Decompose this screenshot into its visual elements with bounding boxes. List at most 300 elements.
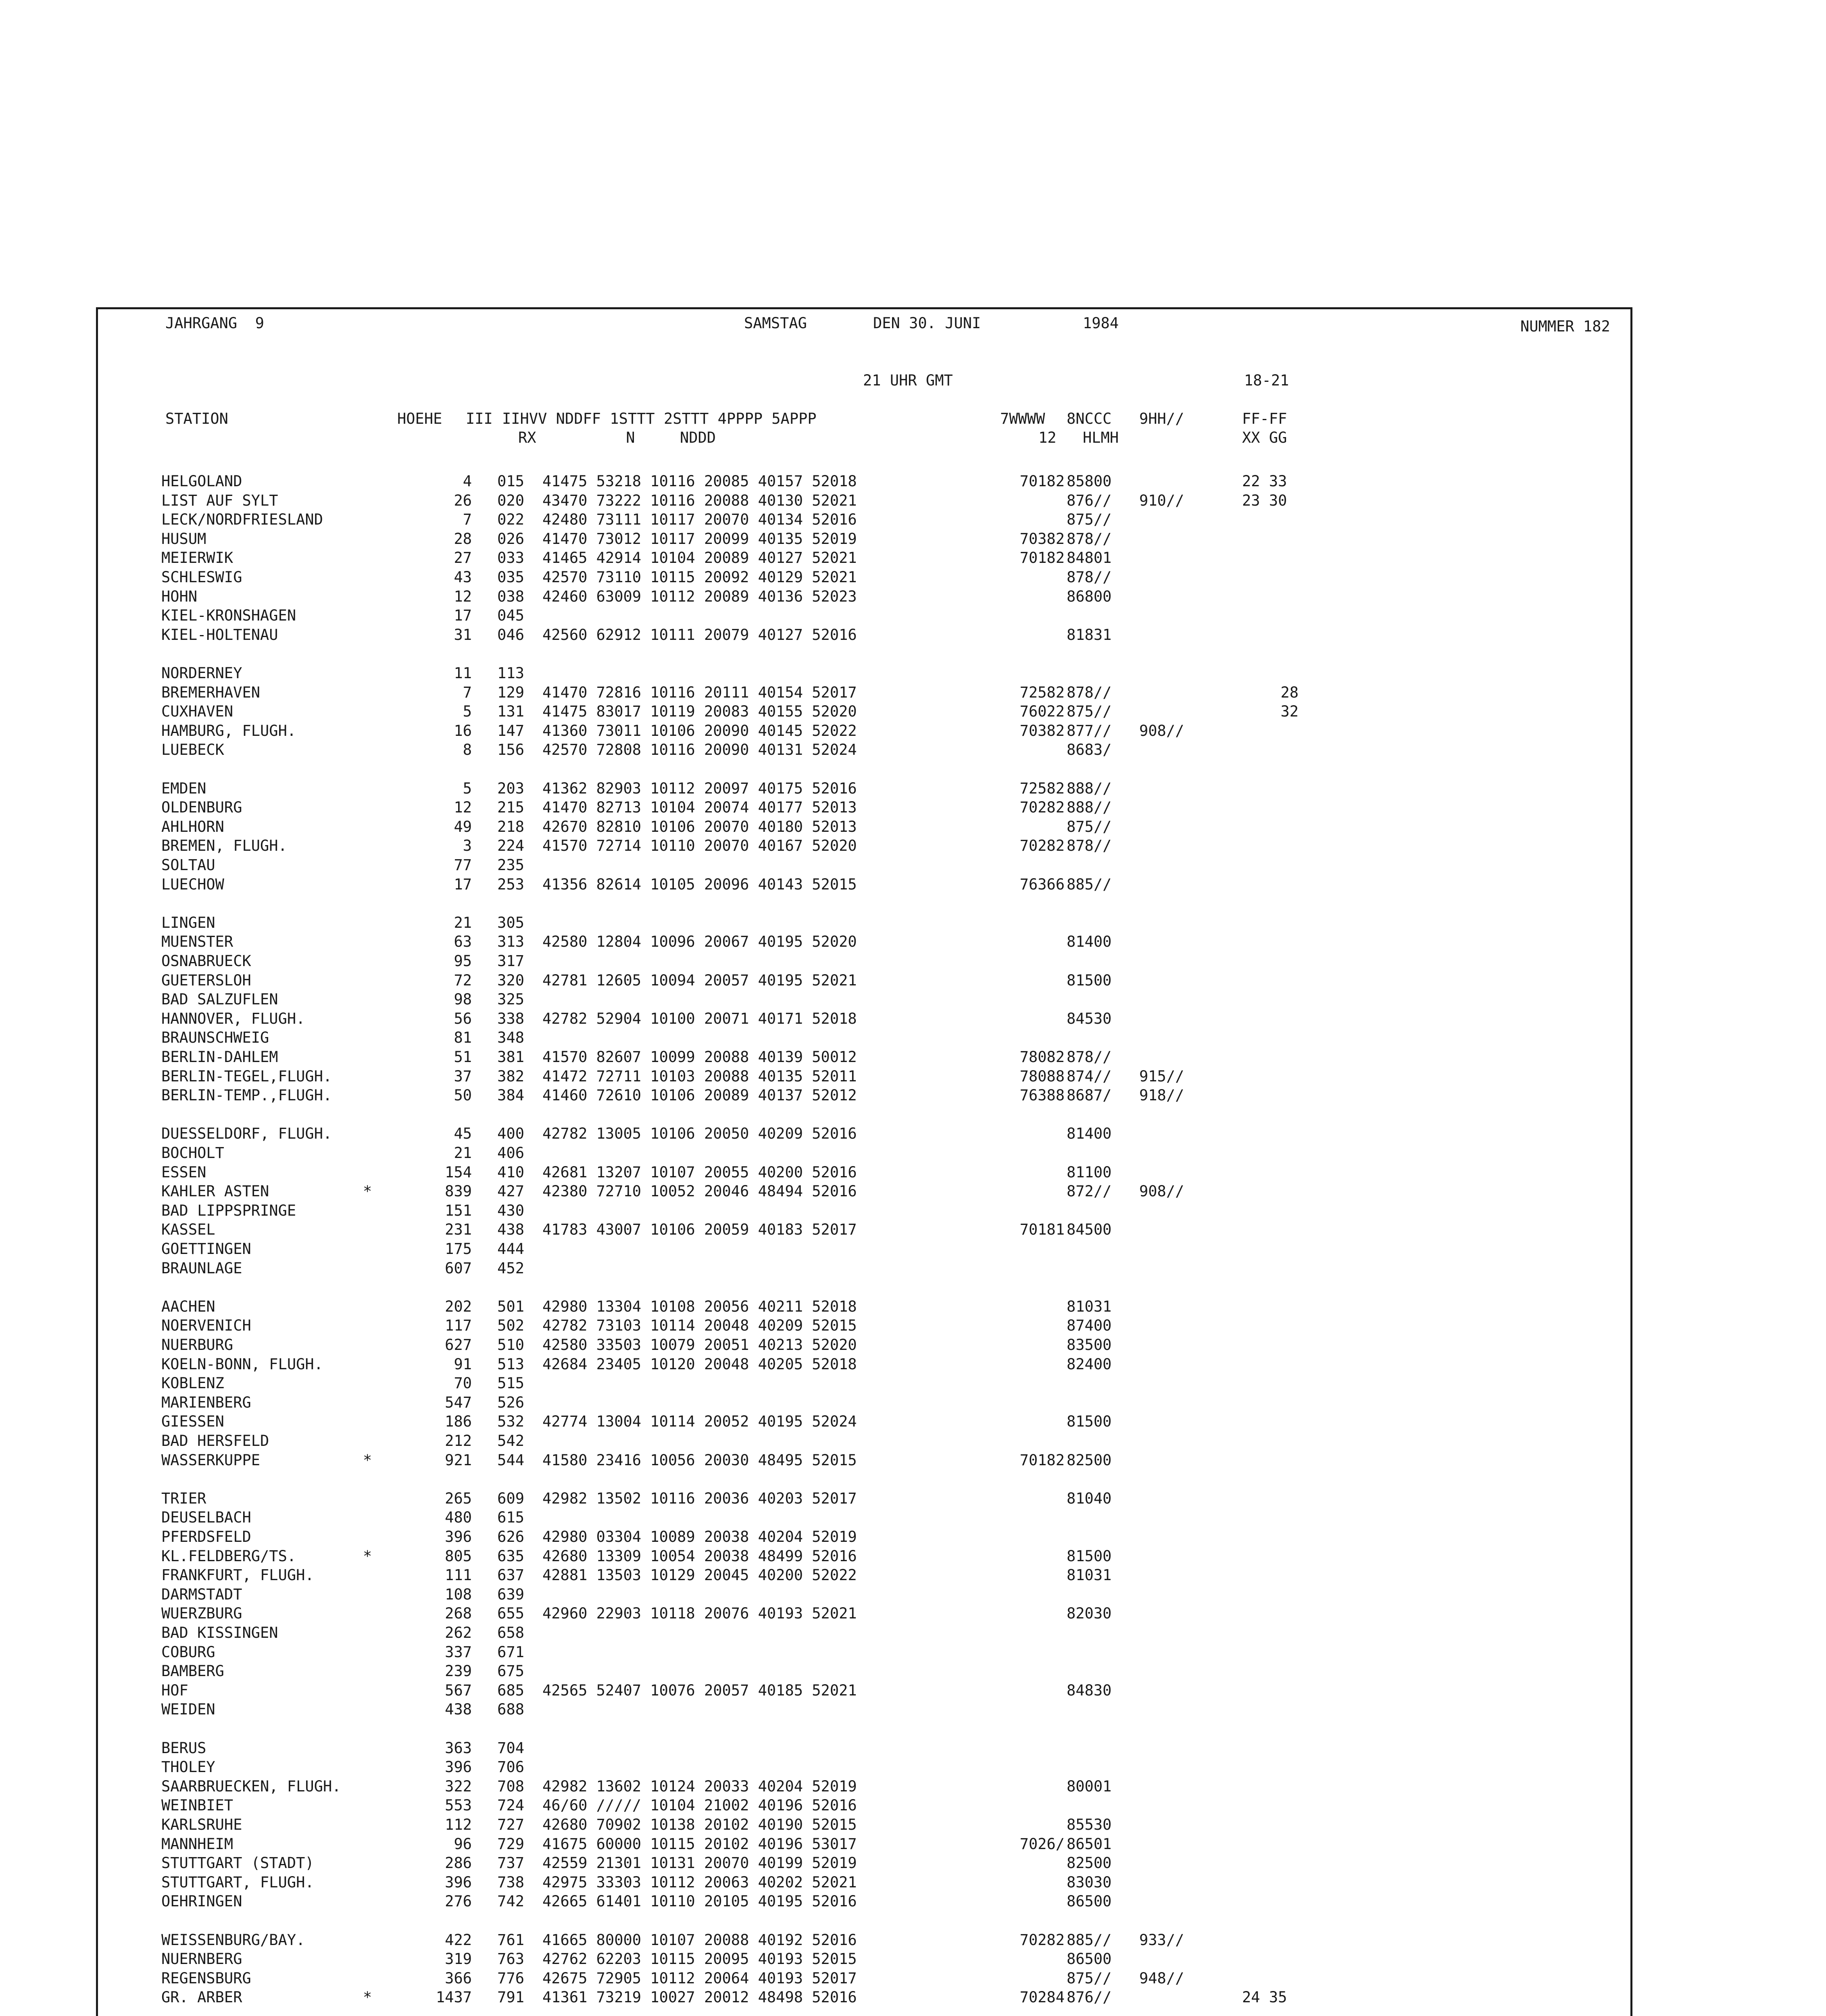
synop-groups: 41470 82713 10104 20074 40177 52013: [542, 799, 857, 816]
station-index: 658: [497, 1624, 524, 1641]
station-hoehe: 27: [454, 549, 472, 567]
station-index: 348: [497, 1029, 524, 1047]
synop-groups: 41665 80000 10107 20088 40192 52016: [542, 1931, 857, 1949]
station-name: DEUSELBACH: [161, 1509, 251, 1527]
group-7wwww: 70181: [1019, 1221, 1065, 1239]
station-name: FRANKFURT, FLUGH.: [161, 1566, 314, 1584]
group-8nccc: 81100: [1067, 1163, 1112, 1181]
station-index: 035: [497, 569, 524, 586]
station-name: BAD KISSINGEN: [161, 1624, 278, 1641]
synop-groups: 42480 73111 10117 20070 40134 52016: [542, 511, 857, 529]
synop-groups: 41360 73011 10106 20090 40145 52022: [542, 722, 857, 739]
station-index: 742: [497, 1893, 524, 1910]
station-index: 215: [497, 799, 524, 816]
group-8nccc: 81031: [1067, 1566, 1112, 1584]
station-hoehe: 72: [454, 971, 472, 989]
station-hoehe: 50: [454, 1087, 472, 1104]
mountain-station-marker: *: [363, 1451, 372, 1469]
station-name: KOELN-BONN, FLUGH.: [161, 1355, 323, 1373]
synop-groups: 42570 73110 10115 20092 40129 52021: [542, 569, 857, 586]
station-hoehe: 95: [454, 952, 472, 970]
station-name: LUEBECK: [161, 741, 224, 759]
station-index: 655: [497, 1605, 524, 1622]
col-iii-header: III: [466, 410, 493, 427]
station-index: 444: [497, 1240, 524, 1258]
group-8nccc: 81040: [1067, 1489, 1112, 1507]
station-hoehe: 607: [445, 1259, 472, 1277]
col-ff-header: FF-FF: [1242, 410, 1287, 427]
station-hoehe: 12: [454, 799, 472, 816]
station-name: COBURG: [161, 1643, 215, 1661]
station-hoehe: 151: [445, 1202, 472, 1219]
group-8nccc: 80001: [1067, 1777, 1112, 1795]
station-name: BERUS: [161, 1739, 206, 1757]
synop-groups: 42559 21301 10131 20070 40199 52019: [542, 1854, 857, 1872]
station-hoehe: 70: [454, 1375, 472, 1392]
station-hoehe: 239: [445, 1662, 472, 1680]
station-name: BERLIN-TEGEL,FLUGH.: [161, 1067, 332, 1085]
station-hoehe: 28: [454, 530, 472, 548]
station-hoehe: 547: [445, 1393, 472, 1411]
station-name: BREMEN, FLUGH.: [161, 837, 287, 855]
group-8nccc: 878//: [1067, 1048, 1112, 1066]
station-index: 501: [497, 1297, 524, 1315]
synop-groups: 41361 73219 10027 20012 48498 52016: [542, 1989, 857, 2006]
station-index: 313: [497, 933, 524, 951]
station-index: 737: [497, 1854, 524, 1872]
synop-groups: 42975 33303 10112 20063 40202 52021: [542, 1873, 857, 1891]
group-8nccc: 86500: [1067, 1950, 1112, 1968]
group-8nccc: 81831: [1067, 626, 1112, 644]
station-name: THOLEY: [161, 1758, 215, 1776]
station-hoehe: 154: [445, 1163, 472, 1181]
group-8nccc: 82500: [1067, 1451, 1112, 1469]
issue-number: NUMMER 182: [1520, 318, 1610, 335]
group-8nccc: 878//: [1067, 837, 1112, 855]
station-index: 671: [497, 1643, 524, 1661]
station-index: 015: [497, 473, 524, 490]
group-7wwww: 70282: [1019, 837, 1065, 855]
synop-groups: 42782 73103 10114 20048 40209 52015: [542, 1317, 857, 1335]
station-index: 317: [497, 952, 524, 970]
station-hoehe: 16: [454, 722, 472, 739]
station-name: BRAUNSCHWEIG: [161, 1029, 269, 1047]
station-hoehe: 31: [454, 626, 472, 644]
group-8nccc: 876//: [1067, 1989, 1112, 2006]
station-hoehe: 921: [445, 1451, 472, 1469]
station-name: BRAUNLAGE: [161, 1259, 242, 1277]
col-groups-subheader: RX N NDDD: [518, 429, 716, 446]
station-name: BREMERHAVEN: [161, 683, 261, 701]
station-hoehe: 839: [445, 1183, 472, 1200]
station-hoehe: 12: [454, 587, 472, 605]
station-hoehe: 396: [445, 1528, 472, 1545]
synop-groups: 41570 72714 10110 20070 40167 52020: [542, 837, 857, 855]
station-name: WEINBIET: [161, 1797, 233, 1814]
synop-groups: 42982 13502 10116 20036 40203 52017: [542, 1489, 857, 1507]
mountain-station-marker: *: [363, 1989, 372, 2006]
station-hoehe: 17: [454, 607, 472, 625]
mountain-station-marker: *: [363, 1183, 372, 1200]
station-name: STUTTGART (STADT): [161, 1854, 314, 1872]
station-name: WASSERKUPPE: [161, 1451, 261, 1469]
station-index: 045: [497, 607, 524, 625]
group-8nccc: 877//: [1067, 722, 1112, 739]
group-8nccc: 875//: [1067, 818, 1112, 835]
station-hoehe: 5: [463, 779, 472, 797]
station-index: 738: [497, 1873, 524, 1891]
station-index: 791: [497, 1989, 524, 2006]
station-index: 615: [497, 1509, 524, 1527]
synop-groups: 42881 13503 10129 20045 40200 52022: [542, 1566, 857, 1584]
station-hoehe: 438: [445, 1701, 472, 1718]
synop-groups: 42681 13207 10107 20055 40200 52016: [542, 1163, 857, 1181]
col-w-subheader: 12: [1038, 429, 1057, 446]
station-name: OSNABRUECK: [161, 952, 251, 970]
station-hoehe: 4: [463, 473, 472, 490]
station-index: 129: [497, 683, 524, 701]
col-w-header: 7WWWW: [1000, 410, 1045, 427]
station-hoehe: 51: [454, 1048, 472, 1066]
station-name: WUERZBURG: [161, 1605, 242, 1622]
station-index: 384: [497, 1087, 524, 1104]
station-index: 203: [497, 779, 524, 797]
weekday-label: SAMSTAG: [744, 314, 807, 332]
group-ff: 24 35: [1242, 1989, 1287, 2006]
station-hoehe: 11: [454, 664, 472, 682]
station-name: HAMBURG, FLUGH.: [161, 722, 296, 739]
station-hoehe: 49: [454, 818, 472, 835]
station-hoehe: 396: [445, 1758, 472, 1776]
col-hl-header: 8NCCC: [1067, 410, 1112, 427]
station-name: HELGOLAND: [161, 473, 242, 490]
group-ff-peak: 32: [1280, 703, 1299, 721]
station-hoehe: 265: [445, 1489, 472, 1507]
table-frame: [96, 307, 1632, 2016]
station-name: BERLIN-TEMP.,FLUGH.: [161, 1087, 332, 1104]
group-7wwww: 76022: [1019, 703, 1065, 721]
synop-groups: 42980 03304 10089 20038 40204 52019: [542, 1528, 857, 1545]
group-8nccc: 84830: [1067, 1681, 1112, 1699]
station-index: 727: [497, 1816, 524, 1833]
station-name: TRIER: [161, 1489, 206, 1507]
group-8nccc: 878//: [1067, 569, 1112, 586]
station-name: BAMBERG: [161, 1662, 224, 1680]
synop-groups: 41570 82607 10099 20088 40139 50012: [542, 1048, 857, 1066]
group-8nccc: 888//: [1067, 799, 1112, 816]
station-name: REGENSBURG: [161, 1969, 251, 1987]
group-8nccc: 81500: [1067, 1413, 1112, 1431]
station-name: EMDEN: [161, 779, 206, 797]
station-hoehe: 422: [445, 1931, 472, 1949]
station-index: 639: [497, 1585, 524, 1603]
station-hoehe: 262: [445, 1624, 472, 1641]
station-index: 724: [497, 1797, 524, 1814]
station-index: 515: [497, 1375, 524, 1392]
station-name: MUENSTER: [161, 933, 233, 951]
station-name: LINGEN: [161, 914, 215, 931]
group-8nccc: 85530: [1067, 1816, 1112, 1833]
group-7wwww: 7026/: [1019, 1835, 1065, 1853]
station-hoehe: 202: [445, 1297, 472, 1315]
group-8nccc: 83030: [1067, 1873, 1112, 1891]
station-name: OEHRINGEN: [161, 1893, 242, 1910]
col-hl-subheader: HLMH: [1083, 429, 1119, 446]
station-hoehe: 396: [445, 1873, 472, 1891]
station-name: GUETERSLOH: [161, 971, 251, 989]
mountain-station-marker: *: [363, 1547, 372, 1565]
station-index: 156: [497, 741, 524, 759]
station-index: 609: [497, 1489, 524, 1507]
station-hoehe: 17: [454, 875, 472, 893]
group-8nccc: 86500: [1067, 1893, 1112, 1910]
group-9hh: 910//: [1139, 492, 1184, 509]
group-9hh: 948//: [1139, 1969, 1184, 1987]
station-hoehe: 8: [463, 741, 472, 759]
station-name: PFERDSFELD: [161, 1528, 251, 1545]
station-name: CUXHAVEN: [161, 703, 233, 721]
station-name: HOHN: [161, 587, 198, 605]
station-index: 761: [497, 1931, 524, 1949]
synop-groups: 42580 12804 10096 20067 40195 52020: [542, 933, 857, 951]
station-index: 502: [497, 1317, 524, 1335]
jahrgang-label: JAHRGANG 9: [165, 314, 265, 332]
station-hoehe: 43: [454, 569, 472, 586]
group-8nccc: 875//: [1067, 703, 1112, 721]
group-7wwww: 70282: [1019, 799, 1065, 816]
group-8nccc: 875//: [1067, 1969, 1112, 1987]
station-name: KIEL-KRONSHAGEN: [161, 607, 296, 625]
group-7wwww: 70182: [1019, 473, 1065, 490]
year-label: 1984: [1083, 314, 1119, 332]
station-name: WEISSENBURG/BAY.: [161, 1931, 305, 1949]
station-hoehe: 337: [445, 1643, 472, 1661]
station-hoehe: 212: [445, 1432, 472, 1450]
synop-groups: 42460 63009 10112 20089 40136 52023: [542, 587, 857, 605]
group-8nccc: 878//: [1067, 530, 1112, 548]
station-name: LUECHOW: [161, 875, 224, 893]
station-hoehe: 268: [445, 1605, 472, 1622]
station-index: 046: [497, 626, 524, 644]
station-hoehe: 112: [445, 1816, 472, 1833]
station-index: 320: [497, 971, 524, 989]
station-name: KL.FELDBERG/TS.: [161, 1547, 296, 1565]
synop-groups: 41470 73012 10117 20099 40135 52019: [542, 530, 857, 548]
station-index: 253: [497, 875, 524, 893]
group-8nccc: 81500: [1067, 971, 1112, 989]
group-8nccc: 84801: [1067, 549, 1112, 567]
station-hoehe: 81: [454, 1029, 472, 1047]
group-8nccc: 85800: [1067, 473, 1112, 490]
station-index: 033: [497, 549, 524, 567]
station-index: 675: [497, 1662, 524, 1680]
synop-groups: 42960 22903 10118 20076 40193 52021: [542, 1605, 857, 1622]
station-index: 430: [497, 1202, 524, 1219]
station-hoehe: 627: [445, 1336, 472, 1354]
station-hoehe: 175: [445, 1240, 472, 1258]
group-8nccc: 878//: [1067, 683, 1112, 701]
group-8nccc: 872//: [1067, 1183, 1112, 1200]
station-hoehe: 286: [445, 1854, 472, 1872]
station-name: DUESSELDORF, FLUGH.: [161, 1125, 332, 1143]
station-hoehe: 91: [454, 1355, 472, 1373]
observation-time: 21 UHR GMT: [863, 372, 953, 389]
station-name: HANNOVER, FLUGH.: [161, 1010, 305, 1027]
station-hoehe: 98: [454, 991, 472, 1008]
station-index: 381: [497, 1048, 524, 1066]
station-hoehe: 63: [454, 933, 472, 951]
group-8nccc: 888//: [1067, 779, 1112, 797]
station-index: 626: [497, 1528, 524, 1545]
group-8nccc: 875//: [1067, 511, 1112, 529]
group-9hh: 908//: [1139, 722, 1184, 739]
synop-groups: 41475 53218 10116 20085 40157 52018: [542, 473, 857, 490]
col-ff-subheader: XX GG: [1242, 429, 1287, 446]
synop-groups: 41470 72816 10116 20111 40154 52017: [542, 683, 857, 701]
station-name: NUERNBERG: [161, 1950, 242, 1968]
station-hoehe: 231: [445, 1221, 472, 1239]
station-hoehe: 567: [445, 1681, 472, 1699]
station-index: 235: [497, 856, 524, 874]
group-8nccc: 81400: [1067, 933, 1112, 951]
synop-groups: 42762 62203 10115 20095 40193 52015: [542, 1950, 857, 1968]
station-name: MANNHEIM: [161, 1835, 233, 1853]
group-7wwww: 76388: [1019, 1087, 1065, 1104]
station-name: BOCHOLT: [161, 1144, 224, 1162]
synop-groups: 42570 72808 10116 20090 40131 52024: [542, 741, 857, 759]
group-8nccc: 82400: [1067, 1355, 1112, 1373]
station-index: 038: [497, 587, 524, 605]
station-name: AHLHORN: [161, 818, 224, 835]
station-hoehe: 5: [463, 703, 472, 721]
group-ff-peak: 28: [1280, 683, 1299, 701]
station-index: 763: [497, 1950, 524, 1968]
station-name: KAHLER ASTEN: [161, 1183, 269, 1200]
station-index: 635: [497, 1547, 524, 1565]
station-name: NORDERNEY: [161, 664, 242, 682]
synop-groups: 42680 70902 10138 20102 40190 52015: [542, 1816, 857, 1833]
station-index: 776: [497, 1969, 524, 1987]
synop-groups: 41362 82903 10112 20097 40175 52016: [542, 779, 857, 797]
group-7wwww: 72582: [1019, 683, 1065, 701]
station-name: LECK/NORDFRIESLAND: [161, 511, 323, 529]
synop-groups: 42782 52904 10100 20071 40171 52018: [542, 1010, 857, 1027]
station-name: MARIENBERG: [161, 1393, 251, 1411]
station-name: SCHLESWIG: [161, 569, 242, 586]
synop-groups: 41460 72610 10106 20089 40137 52012: [542, 1087, 857, 1104]
col-groups-header: IIHVV NDDFF 1STTT 2STTT 4PPPP 5APPP: [502, 410, 817, 427]
synop-groups: 41465 42914 10104 20089 40127 52021: [542, 549, 857, 567]
station-hoehe: 45: [454, 1125, 472, 1143]
synop-groups: 46/60 ///// 10104 21002 40196 52016: [542, 1797, 857, 1814]
station-hoehe: 319: [445, 1950, 472, 1968]
col-station-header: STATION: [165, 410, 228, 427]
group-8nccc: 84500: [1067, 1221, 1112, 1239]
station-index: 729: [497, 1835, 524, 1853]
station-index: 685: [497, 1681, 524, 1699]
group-7wwww: 76366: [1019, 875, 1065, 893]
group-9hh: 918//: [1139, 1087, 1184, 1104]
station-hoehe: 37: [454, 1067, 472, 1085]
station-hoehe: 186: [445, 1413, 472, 1431]
synop-groups: 42670 82810 10106 20070 40180 52013: [542, 818, 857, 835]
station-name: STUTTGART, FLUGH.: [161, 1873, 314, 1891]
group-ff: 23 30: [1242, 492, 1287, 509]
synop-groups: 41675 60000 10115 20102 40196 53017: [542, 1835, 857, 1853]
station-name: BERLIN-DAHLEM: [161, 1048, 278, 1066]
group-8nccc: 87400: [1067, 1317, 1112, 1335]
synop-groups: 41472 72711 10103 20088 40135 52011: [542, 1067, 857, 1085]
station-name: NUERBURG: [161, 1336, 233, 1354]
group-7wwww: 70284: [1019, 1989, 1065, 2006]
station-index: 400: [497, 1125, 524, 1143]
station-hoehe: 56: [454, 1010, 472, 1027]
station-hoehe: 322: [445, 1777, 472, 1795]
station-index: 542: [497, 1432, 524, 1450]
station-hoehe: 366: [445, 1969, 472, 1987]
station-name: GIESSEN: [161, 1413, 224, 1431]
station-hoehe: 96: [454, 1835, 472, 1853]
synop-groups: 41475 83017 10119 20083 40155 52020: [542, 703, 857, 721]
station-name: AACHEN: [161, 1297, 215, 1315]
group-8nccc: 84530: [1067, 1010, 1112, 1027]
station-index: 513: [497, 1355, 524, 1373]
synop-groups: 42680 13309 10054 20038 48499 52016: [542, 1547, 857, 1565]
group-7wwww: 72582: [1019, 779, 1065, 797]
station-name: GR. ARBER: [161, 1989, 242, 2006]
synop-groups: 42774 13004 10114 20052 40195 52024: [542, 1413, 857, 1431]
group-9hh: 933//: [1139, 1931, 1184, 1949]
station-index: 026: [497, 530, 524, 548]
station-name: NOERVENICH: [161, 1317, 251, 1335]
group-8nccc: 81500: [1067, 1547, 1112, 1565]
station-index: 510: [497, 1336, 524, 1354]
station-index: 147: [497, 722, 524, 739]
station-index: 544: [497, 1451, 524, 1469]
col-hh-header: 9HH//: [1139, 410, 1184, 427]
station-index: 526: [497, 1393, 524, 1411]
group-8nccc: 885//: [1067, 1931, 1112, 1949]
station-name: MEIERWIK: [161, 549, 233, 567]
group-7wwww: 70282: [1019, 1931, 1065, 1949]
station-index: 688: [497, 1701, 524, 1718]
station-hoehe: 77: [454, 856, 472, 874]
group-8nccc: 874//: [1067, 1067, 1112, 1085]
station-index: 131: [497, 703, 524, 721]
synop-groups: 42684 23405 10120 20048 40205 52018: [542, 1355, 857, 1373]
station-hoehe: 26: [454, 492, 472, 509]
col-hoehe-header: HOEHE: [397, 410, 442, 427]
station-name: BAD LIPPSPRINGE: [161, 1202, 296, 1219]
group-7wwww: 70382: [1019, 530, 1065, 548]
synop-groups: 41580 23416 10056 20030 48495 52015: [542, 1451, 857, 1469]
station-index: 224: [497, 837, 524, 855]
station-hoehe: 108: [445, 1585, 472, 1603]
station-hoehe: 480: [445, 1509, 472, 1527]
station-index: 410: [497, 1163, 524, 1181]
station-name: SAARBRUECKEN, FLUGH.: [161, 1777, 341, 1795]
synop-groups: 42380 72710 10052 20046 48494 52016: [542, 1183, 857, 1200]
group-7wwww: 70182: [1019, 549, 1065, 567]
station-index: 706: [497, 1758, 524, 1776]
station-hoehe: 553: [445, 1797, 472, 1814]
group-8nccc: 81031: [1067, 1297, 1112, 1315]
group-8nccc: 8687/: [1067, 1087, 1112, 1104]
group-7wwww: 78088: [1019, 1067, 1065, 1085]
station-name: KIEL-HOLTENAU: [161, 626, 278, 644]
station-hoehe: 117: [445, 1317, 472, 1335]
synop-groups: 42982 13602 10124 20033 40204 52019: [542, 1777, 857, 1795]
